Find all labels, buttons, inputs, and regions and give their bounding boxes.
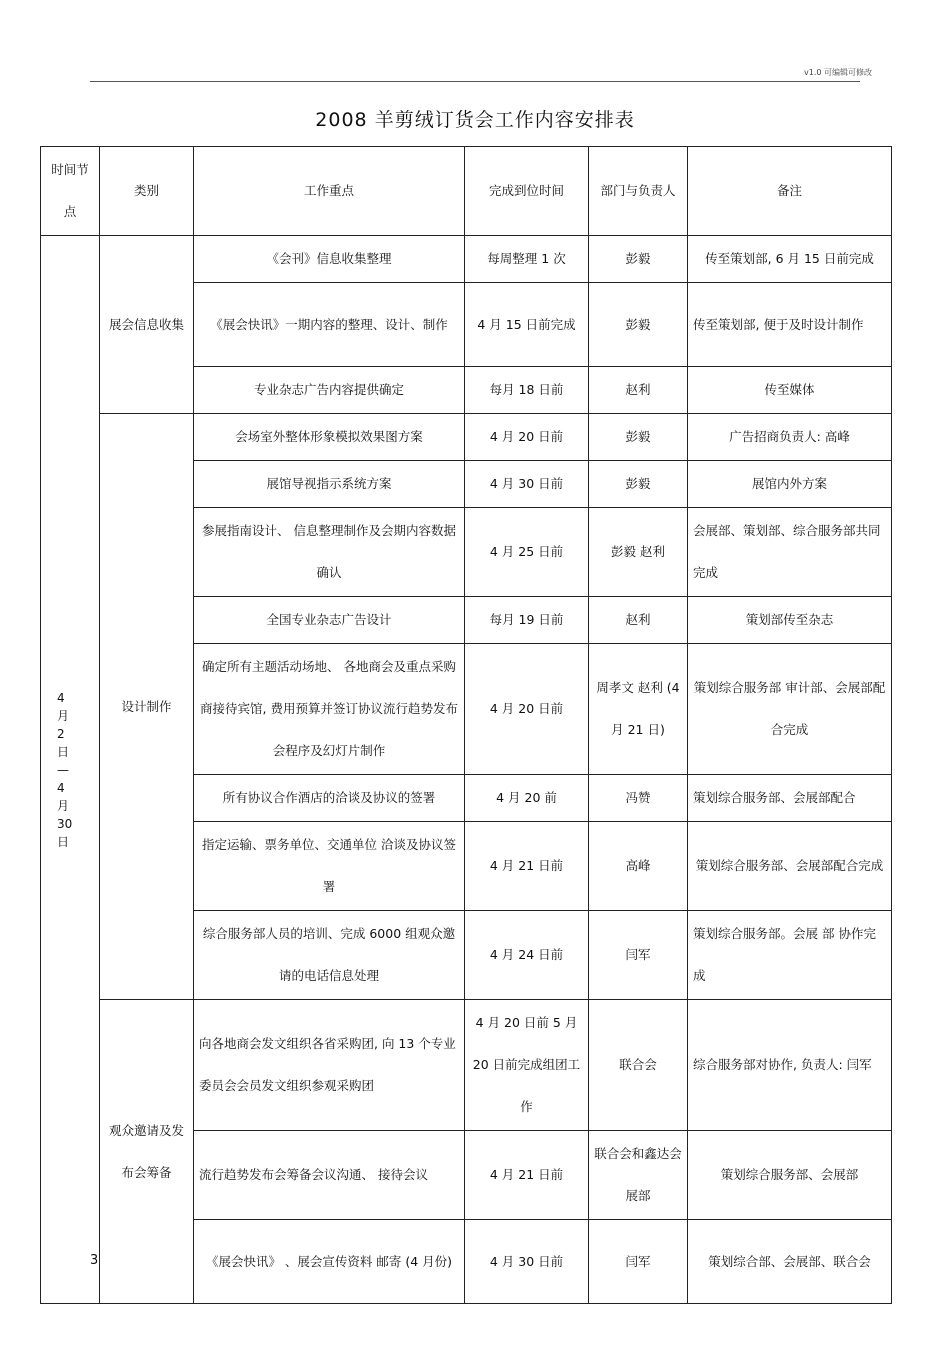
note-cell: 传至策划部, 6 月 15 日前完成 <box>688 236 892 283</box>
task-cell: 《会刊》信息收集整理 <box>194 236 465 283</box>
col-header-task: 工作重点 <box>194 147 465 236</box>
page-number: 3 <box>90 1253 99 1268</box>
owner-cell: 赵利 <box>589 367 688 414</box>
note-cell: 广告招商负责人: 高峰 <box>688 414 892 461</box>
category-cell: 展会信息收集 <box>100 236 194 414</box>
due-cell: 每月 18 日前 <box>465 367 589 414</box>
col-header-period: 时间节点 <box>41 147 100 236</box>
task-cell: 会场室外整体形象模拟效果图方案 <box>194 414 465 461</box>
owner-cell: 联合会和鑫达会展部 <box>589 1131 688 1220</box>
owner-cell: 彭毅 <box>589 236 688 283</box>
table-row <box>41 236 892 283</box>
task-cell: 确定所有主题活动场地、 各地商会及重点采购商接待宾馆, 费用预算并签订协议流行趋势发布会程序及幻灯片制作 <box>194 644 465 775</box>
owner-cell: 周孝文 赵利 (4 月 21 日) <box>589 644 688 775</box>
owner-cell: 高峰 <box>589 822 688 911</box>
task-cell: 向各地商会发文组织各省采购团, 向 13 个专业委员会会员发文组织参观采购团 <box>194 1000 465 1131</box>
owner-cell: 彭毅 <box>589 461 688 508</box>
period-cell: 4 月 2 日 — 4 月 30 日 <box>41 236 100 1304</box>
table-row <box>41 1000 892 1131</box>
note-cell: 展馆内外方案 <box>688 461 892 508</box>
note-cell: 策划综合服务部、会展部配合完成 <box>688 822 892 911</box>
due-cell: 4 月 20 日前 5 月 20 日前完成组团工作 <box>465 1000 589 1131</box>
due-cell: 每周整理 1 次 <box>465 236 589 283</box>
category-cell: 观众邀请及发布会筹备 <box>100 1000 194 1304</box>
owner-cell: 联合会 <box>589 1000 688 1131</box>
owner-cell: 赵利 <box>589 597 688 644</box>
note-cell: 传至策划部, 便于及时设计制作 <box>688 283 892 367</box>
note-cell: 策划综合服务部、会展部 <box>688 1131 892 1220</box>
col-header-category: 类别 <box>100 147 194 236</box>
owner-cell: 冯赞 <box>589 775 688 822</box>
note-cell: 策划综合部、会展部、联合会 <box>688 1220 892 1304</box>
owner-cell: 闫军 <box>589 911 688 1000</box>
task-cell: 指定运输、票务单位、交通单位 洽谈及协议签署 <box>194 822 465 911</box>
header-rule <box>90 81 860 82</box>
due-cell: 4 月 20 前 <box>465 775 589 822</box>
task-cell: 所有协议合作酒店的洽谈及协议的签署 <box>194 775 465 822</box>
due-cell: 每月 19 日前 <box>465 597 589 644</box>
due-cell: 4 月 24 日前 <box>465 911 589 1000</box>
note-cell: 会展部、策划部、综合服务部共同完成 <box>688 508 892 597</box>
due-cell: 4 月 21 日前 <box>465 1131 589 1220</box>
col-header-owner: 部门与负责人 <box>589 147 688 236</box>
note-cell: 综合服务部对协作, 负责人: 闫军 <box>688 1000 892 1131</box>
task-cell: 专业杂志广告内容提供确定 <box>194 367 465 414</box>
due-cell: 4 月 25 日前 <box>465 508 589 597</box>
document-title: 2008 羊剪绒订货会工作内容安排表 <box>315 109 635 131</box>
task-cell: 综合服务部人员的培训、完成 6000 组观众邀请的电话信息处理 <box>194 911 465 1000</box>
category-cell: 设计制作 <box>100 414 194 1000</box>
note-cell: 策划综合服务部 审计部、会展部配合完成 <box>688 644 892 775</box>
note-cell: 策划部传至杂志 <box>688 597 892 644</box>
col-header-note: 备注 <box>688 147 892 236</box>
owner-cell: 彭毅 <box>589 283 688 367</box>
owner-cell: 闫军 <box>589 1220 688 1304</box>
due-cell: 4 月 30 日前 <box>465 461 589 508</box>
due-cell: 4 月 20 日前 <box>465 644 589 775</box>
task-cell: 《展会快讯》 、展会宣传资料 邮寄 (4 月份) <box>194 1220 465 1304</box>
note-cell: 传至媒体 <box>688 367 892 414</box>
task-cell: 参展指南设计、 信息整理制作及会期内容数据确认 <box>194 508 465 597</box>
task-cell: 《展会快讯》一期内容的整理、设计、制作 <box>194 283 465 367</box>
owner-cell: 彭毅 <box>589 414 688 461</box>
task-cell: 流行趋势发布会筹备会议沟通、 接待会议 <box>194 1131 465 1220</box>
owner-cell: 彭毅 赵利 <box>589 508 688 597</box>
table-row <box>41 414 892 461</box>
note-cell: 策划综合服务部。会展 部 协作完成 <box>688 911 892 1000</box>
task-cell: 全国专业杂志广告设计 <box>194 597 465 644</box>
header-row <box>41 147 892 236</box>
due-cell: 4 月 30 日前 <box>465 1220 589 1304</box>
due-cell: 4 月 20 日前 <box>465 414 589 461</box>
note-cell: 策划综合服务部、会展部配合 <box>688 775 892 822</box>
task-cell: 展馆导视指示系统方案 <box>194 461 465 508</box>
schedule-table <box>40 146 892 1304</box>
due-cell: 4 月 15 日前完成 <box>465 283 589 367</box>
col-header-due: 完成到位时间 <box>465 147 589 236</box>
version-note: v1.0 可编辑可修改 <box>804 68 872 77</box>
due-cell: 4 月 21 日前 <box>465 822 589 911</box>
